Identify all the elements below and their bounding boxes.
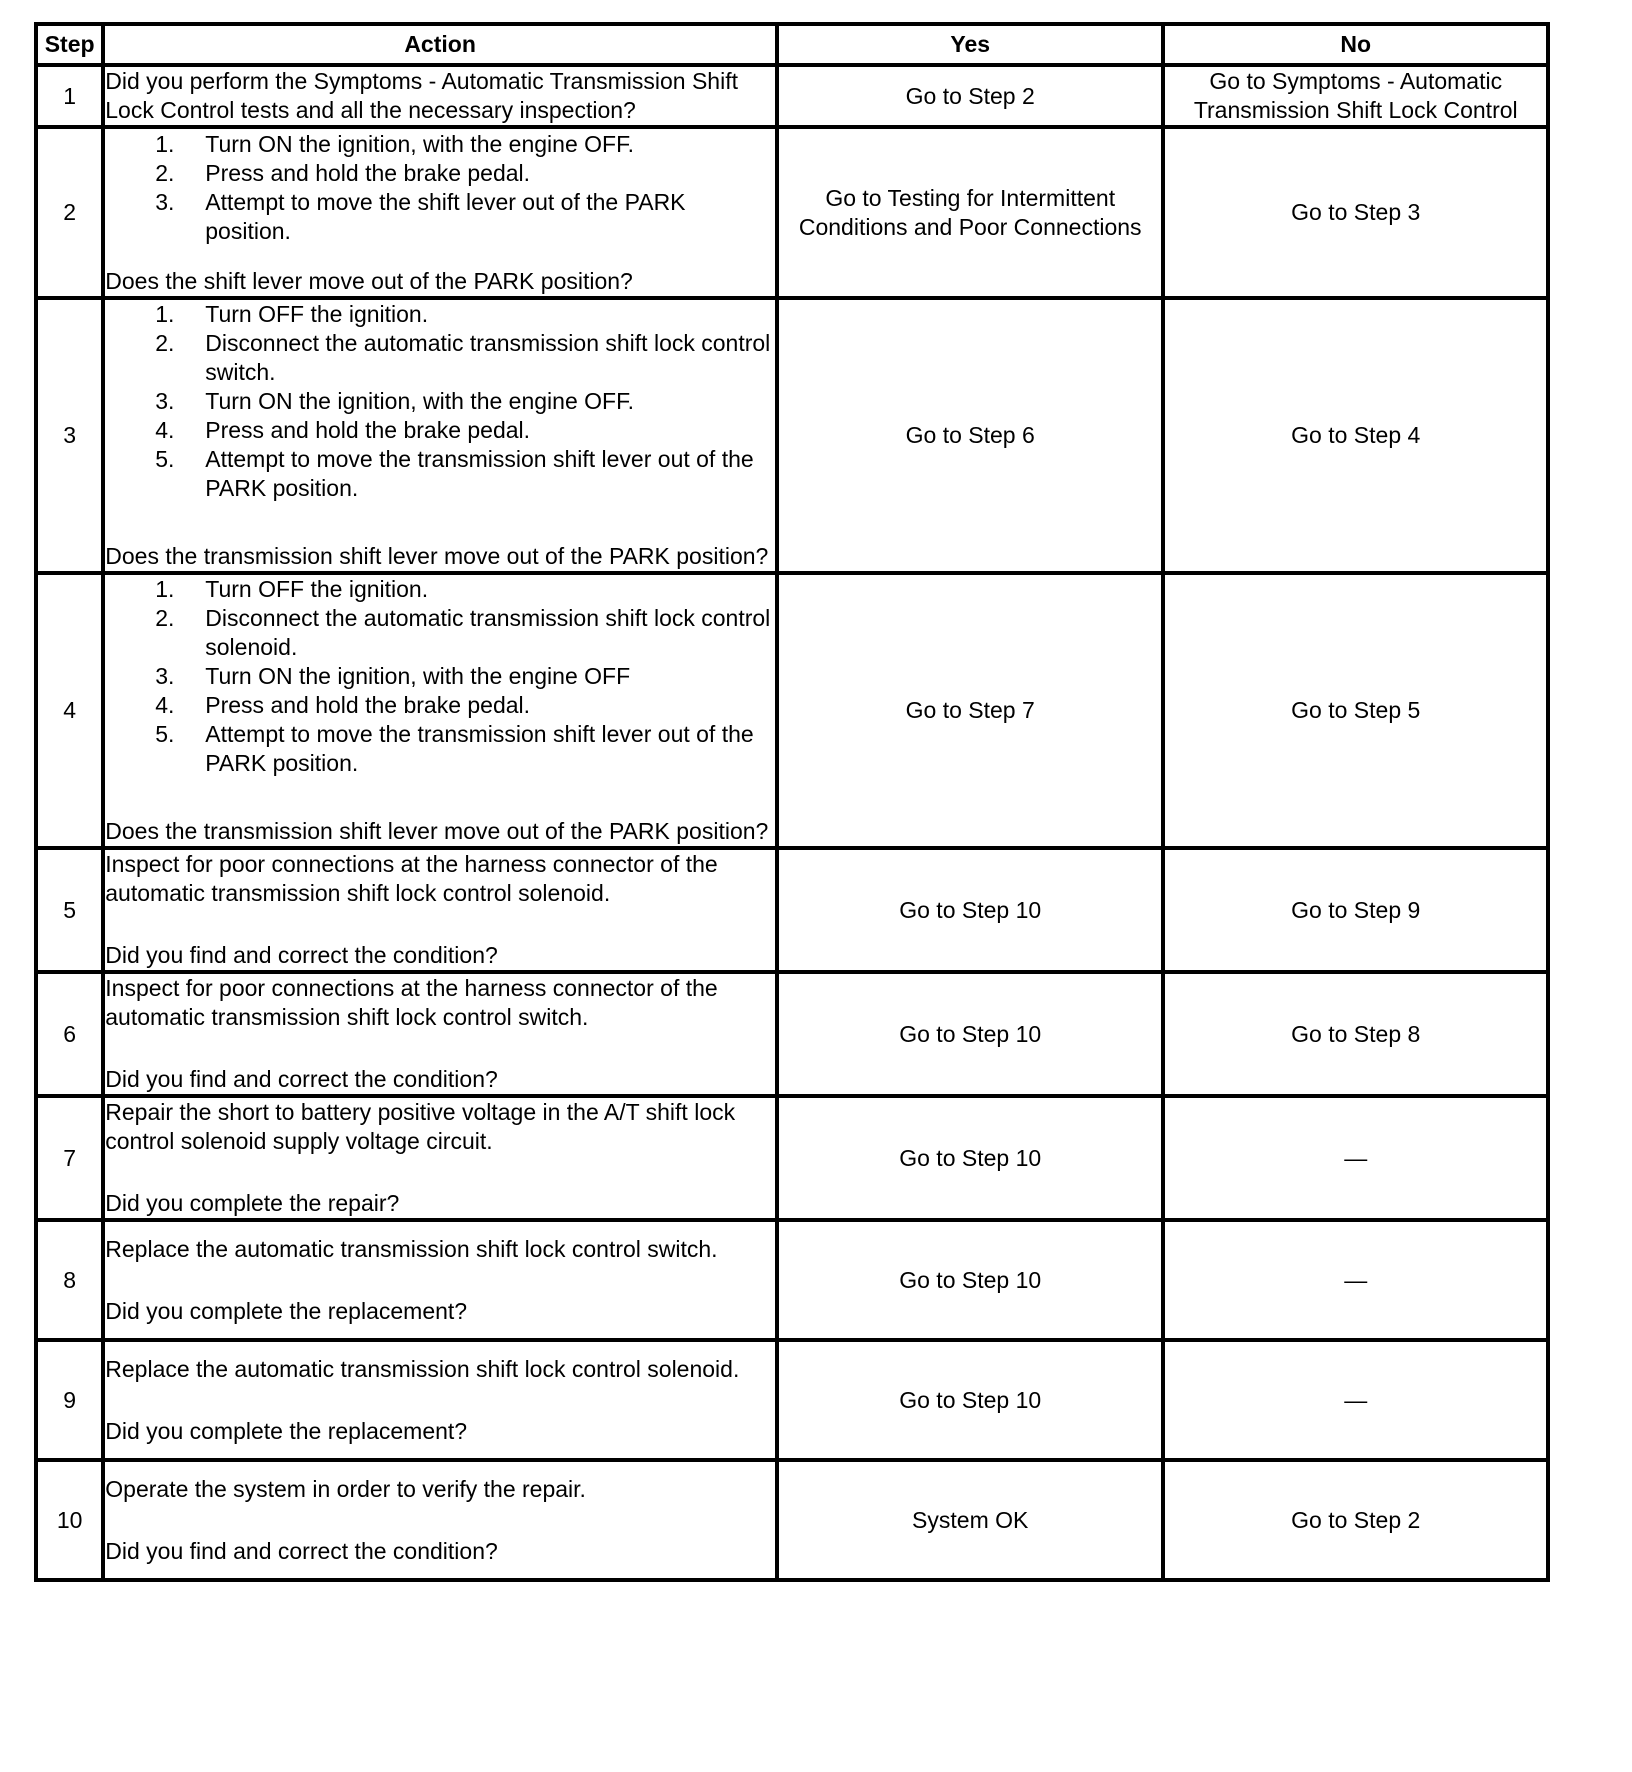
no-result: Go to Step 3 xyxy=(1163,127,1548,298)
step-number: 2 xyxy=(36,127,103,298)
no-result: — xyxy=(1163,1096,1548,1220)
substep-text: Turn ON the ignition, with the engine OFF xyxy=(205,663,631,689)
substep-item xyxy=(105,720,775,778)
substep-item xyxy=(105,604,775,662)
table-row xyxy=(36,1096,1548,1220)
no-result: Go to Symptoms - Automatic Transmission Shift Lock Control xyxy=(1163,65,1548,127)
action-question: Did you find and correct the condition? xyxy=(105,942,498,968)
header-action: Action xyxy=(103,24,777,65)
substep-item xyxy=(105,130,775,159)
table-row xyxy=(36,848,1548,972)
substep-text: Turn OFF the ignition. xyxy=(205,576,429,602)
substep-item xyxy=(105,445,775,503)
action-cell xyxy=(103,573,777,848)
substep-list xyxy=(105,130,775,246)
no-result: Go to Step 5 xyxy=(1163,573,1548,848)
action-intro: Replace the automatic transmission shift lock control switch. xyxy=(105,1235,718,1262)
yes-result: Go to Step 10 xyxy=(777,848,1164,972)
yes-result: Go to Step 10 xyxy=(777,972,1164,1096)
substep-item xyxy=(105,416,775,445)
action-cell xyxy=(103,298,777,573)
substep-item xyxy=(105,662,775,691)
substep-text: Turn ON the ignition, with the engine OFF. xyxy=(205,388,634,414)
substep-item xyxy=(105,575,775,604)
step-number: 10 xyxy=(36,1460,103,1580)
substep-item xyxy=(105,329,775,387)
table-body xyxy=(36,65,1548,1580)
header-no: No xyxy=(1163,24,1548,65)
action-question: Did you complete the replacement? xyxy=(105,1297,468,1324)
action-question: Did you complete the repair? xyxy=(105,1190,400,1216)
table-row xyxy=(36,65,1548,127)
action-cell xyxy=(103,65,777,127)
no-result: Go to Step 4 xyxy=(1163,298,1548,573)
table-row xyxy=(36,298,1548,573)
action-question: Does the transmission shift lever move out of the PARK position? xyxy=(105,543,769,569)
step-number: 3 xyxy=(36,298,103,573)
action-intro: Inspect for poor connections at the harness connector of the automatic transmission shift lock control solenoid. xyxy=(105,851,718,906)
yes-result: Go to Step 10 xyxy=(777,1340,1164,1460)
yes-result: Go to Step 7 xyxy=(777,573,1164,848)
substep-number: 5. xyxy=(155,446,175,472)
substep-number: 1. xyxy=(155,130,175,157)
action-intro: Operate the system in order to verify the repair. xyxy=(105,1475,586,1502)
substep-item xyxy=(105,691,775,720)
no-result: Go to Step 9 xyxy=(1163,848,1548,972)
action-cell xyxy=(103,1096,777,1220)
action-intro: Replace the automatic transmission shift lock control solenoid. xyxy=(105,1355,740,1382)
action-intro: Did you perform the Symptoms - Automatic Transmission Shift Lock Control tests and all the necessary inspection? xyxy=(105,68,738,123)
substep-text: Press and hold the brake pedal. xyxy=(205,159,531,186)
action-question: Did you complete the replacement? xyxy=(105,1417,468,1444)
table-row xyxy=(36,573,1548,848)
action-cell xyxy=(103,1460,777,1580)
step-number: 4 xyxy=(36,573,103,848)
substep-number: 4. xyxy=(155,692,175,718)
substep-text: Attempt to move the transmission shift lever out of the PARK position. xyxy=(205,446,754,501)
step-number: 8 xyxy=(36,1220,103,1340)
substep-number: 2. xyxy=(155,330,175,356)
action-intro: Inspect for poor connections at the harness connector of the automatic transmission shift lock control switch. xyxy=(105,975,718,1030)
substep-text: Press and hold the brake pedal. xyxy=(205,417,531,443)
action-cell xyxy=(103,1220,777,1340)
substep-text: Attempt to move the shift lever out of the PARK position. xyxy=(205,188,686,244)
substep-text: Press and hold the brake pedal. xyxy=(205,692,531,718)
action-question: Did you find and correct the condition? xyxy=(105,1066,498,1092)
table-row xyxy=(36,972,1548,1096)
yes-result: Go to Testing for Intermittent Conditions and Poor Connections xyxy=(777,127,1164,298)
substep-number: 1. xyxy=(155,301,175,327)
action-question: Did you find and correct the condition? xyxy=(105,1537,498,1564)
substep-list xyxy=(105,300,775,503)
header-row xyxy=(36,24,1548,65)
substep-item xyxy=(105,188,775,246)
step-number: 9 xyxy=(36,1340,103,1460)
no-result: — xyxy=(1163,1220,1548,1340)
step-number: 6 xyxy=(36,972,103,1096)
substep-text: Disconnect the automatic transmission shift lock control solenoid. xyxy=(205,605,771,660)
substep-text: Turn OFF the ignition. xyxy=(205,301,429,327)
substep-number: 1. xyxy=(155,576,175,602)
substep-text: Attempt to move the transmission shift lever out of the PARK position. xyxy=(205,721,754,776)
action-cell xyxy=(103,972,777,1096)
no-result: — xyxy=(1163,1340,1548,1460)
yes-result: Go to Step 2 xyxy=(777,65,1164,127)
yes-result: Go to Step 6 xyxy=(777,298,1164,573)
diagnostic-table xyxy=(34,22,1550,1582)
step-number: 7 xyxy=(36,1096,103,1220)
table-row xyxy=(36,1460,1548,1580)
header-step: Step xyxy=(36,24,103,65)
substep-number: 2. xyxy=(155,159,175,186)
action-cell xyxy=(103,848,777,972)
no-result: Go to Step 2 xyxy=(1163,1460,1548,1580)
no-result: Go to Step 8 xyxy=(1163,972,1548,1096)
table-row xyxy=(36,1340,1548,1460)
action-question: Does the shift lever move out of the PARK position? xyxy=(105,267,633,294)
substep-number: 4. xyxy=(155,417,175,443)
yes-result: System OK xyxy=(777,1460,1164,1580)
substep-item xyxy=(105,387,775,416)
substep-number: 2. xyxy=(155,605,175,631)
substep-text: Turn ON the ignition, with the engine OFF. xyxy=(205,130,634,157)
step-number: 1 xyxy=(36,65,103,127)
action-cell xyxy=(103,127,777,298)
table-row xyxy=(36,127,1548,298)
action-question: Does the transmission shift lever move out of the PARK position? xyxy=(105,818,769,844)
substep-item xyxy=(105,300,775,329)
substep-text: Disconnect the automatic transmission shift lock control switch. xyxy=(205,330,771,385)
header-yes: Yes xyxy=(777,24,1164,65)
substep-item xyxy=(105,159,775,188)
substep-number: 3. xyxy=(155,388,175,414)
step-number: 5 xyxy=(36,848,103,972)
action-intro: Repair the short to battery positive voltage in the A/T shift lock control solenoid supply voltage circuit. xyxy=(105,1099,736,1154)
yes-result: Go to Step 10 xyxy=(777,1096,1164,1220)
substep-list xyxy=(105,575,775,778)
substep-number: 5. xyxy=(155,721,175,747)
substep-number: 3. xyxy=(155,188,175,215)
substep-number: 3. xyxy=(155,663,175,689)
table-row xyxy=(36,1220,1548,1340)
yes-result: Go to Step 10 xyxy=(777,1220,1164,1340)
action-cell xyxy=(103,1340,777,1460)
